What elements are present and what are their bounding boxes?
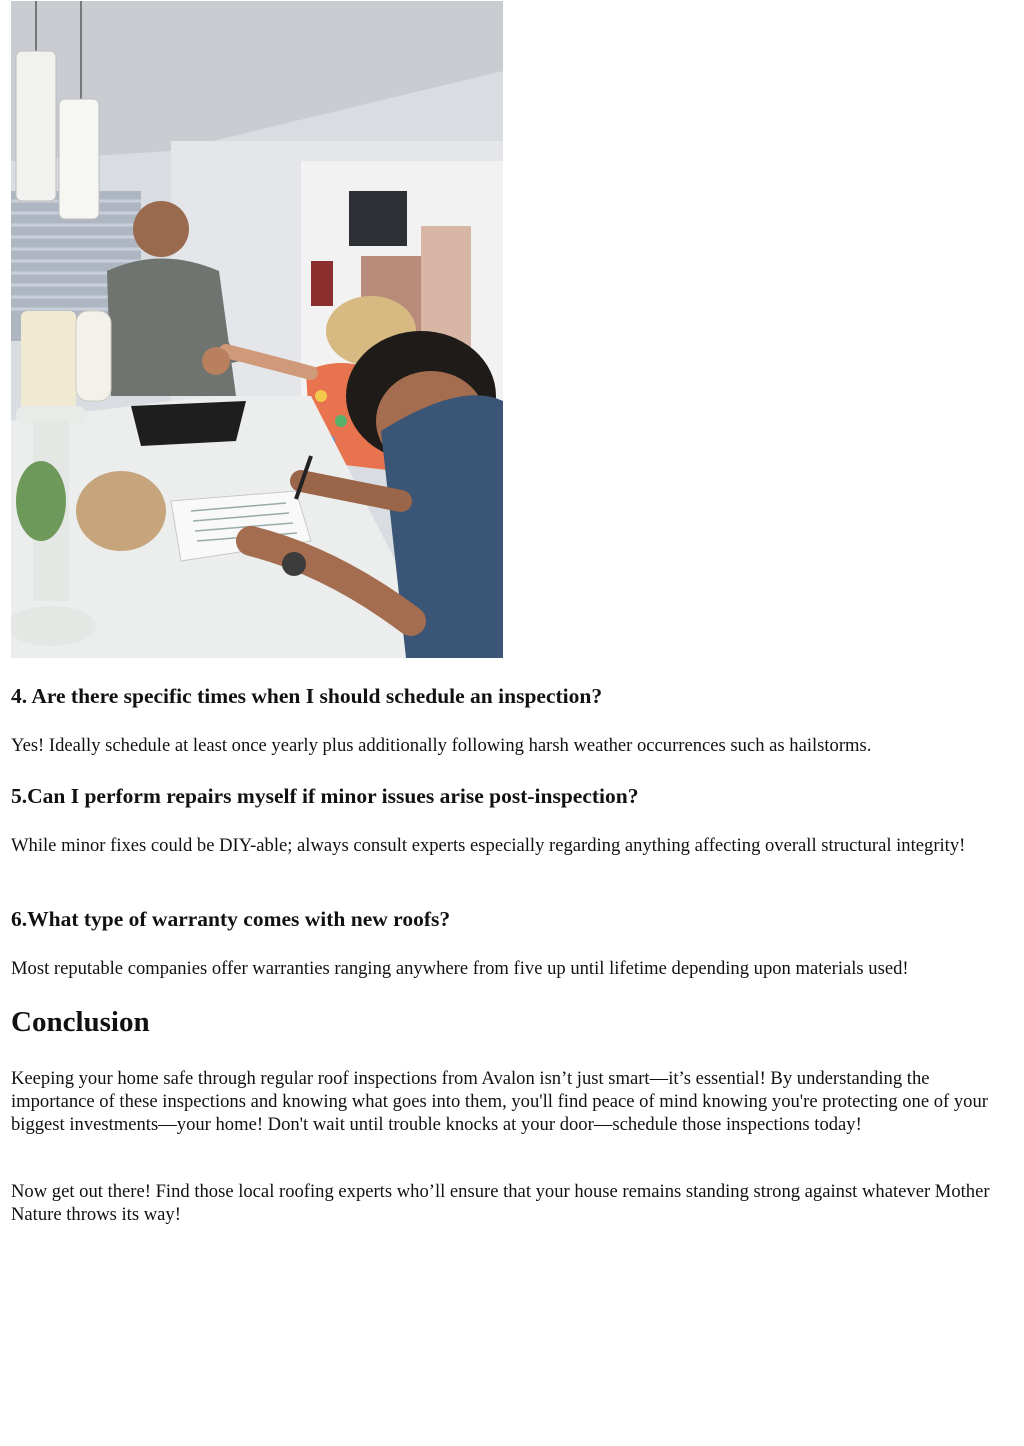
faq-answer-4: Yes! Ideally schedule at least once yearly plus additionally following harsh weather occurrences such as hailstorms. xyxy=(11,735,872,756)
conclusion-heading: Conclusion xyxy=(11,1006,150,1038)
faq-answer-6: Most reputable companies offer warranties ranging anywhere from five up until lifetime depending upon materials used! xyxy=(11,958,909,979)
faq-answer-5: While minor fixes could be DIY-able; always consult experts especially regarding anything affecting overall structural integrity! xyxy=(11,835,966,856)
conclusion-paragraph-1: Keeping your home safe through regular roof inspections from Avalon isn’t just smart—it’s essential! By understanding the importance of these inspections and knowing what goes into them, you'll find peace of mind knowing you're protecting one of your biggest investments—your home! Don't wait until trouble knocks at your door—schedule those inspections today! xyxy=(11,1068,988,1135)
article-content xyxy=(11,1,1011,1225)
faq-question-6: 6.What type of warranty comes with new roofs? xyxy=(11,907,451,931)
faq-question-4: 4. Are there specific times when I should schedule an inspection? xyxy=(11,684,603,708)
conclusion-paragraph-2: Now get out there! Find those local roofing experts who’ll ensure that your house remains standing strong against whatever Mother Nature throws its way! xyxy=(11,1181,990,1225)
inspection-photo xyxy=(11,1,503,658)
faq-question-5: 5.Can I perform repairs myself if minor issues arise post-inspection? xyxy=(11,784,639,808)
